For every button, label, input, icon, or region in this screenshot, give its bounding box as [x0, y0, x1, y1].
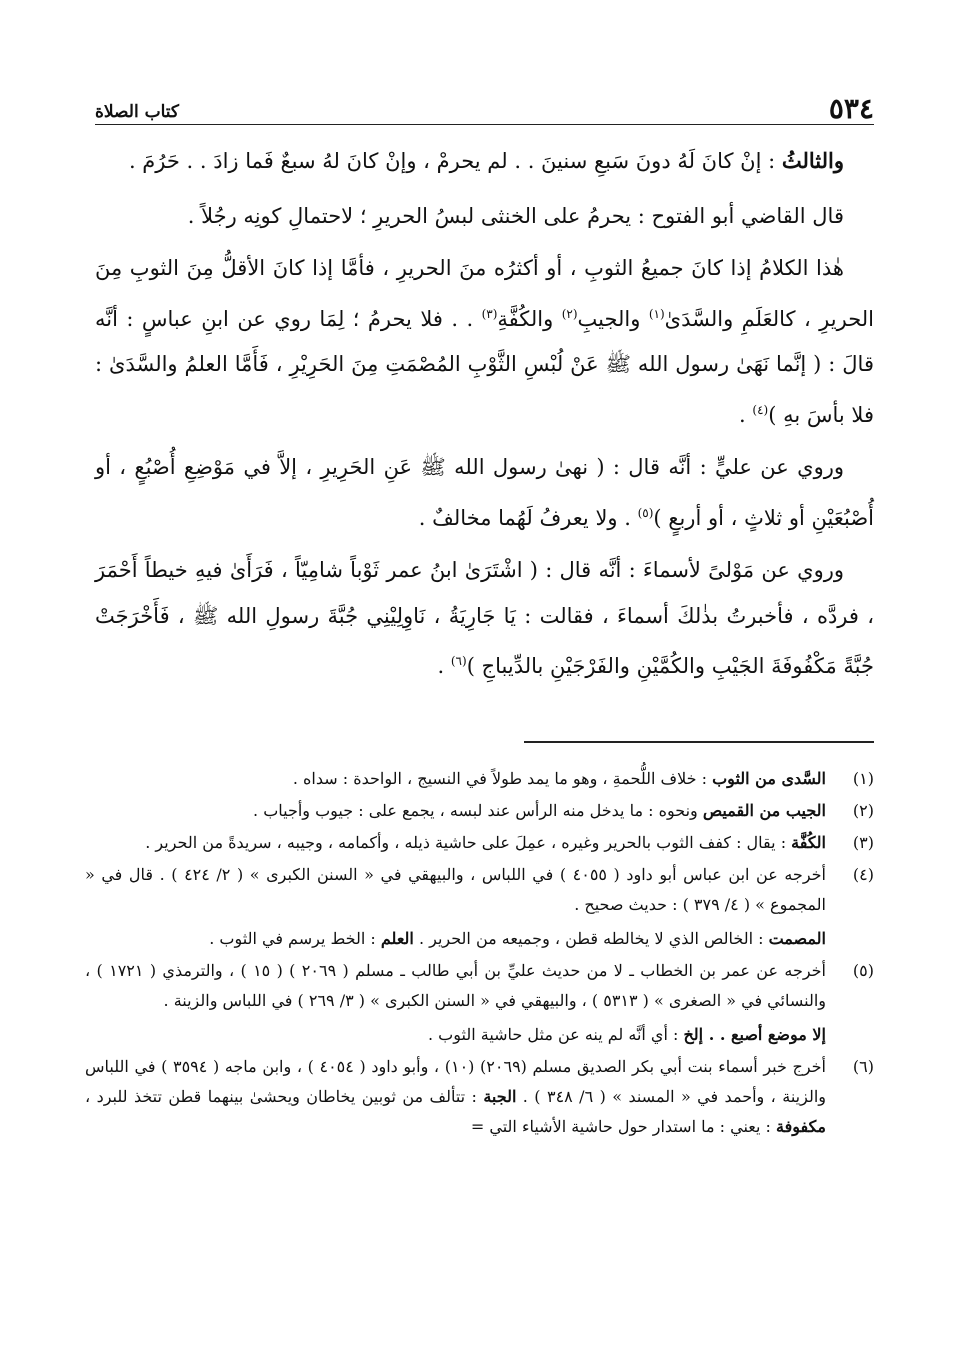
paragraph-3-text-c: والكُفَّةِ — [497, 306, 562, 331]
footnote-3-text — [85, 828, 826, 858]
footnote-6-body-b: : تتألف من ثوبين يخاطان ويحشىٰ بينهما قطن تتخذ للبرد ، — [85, 1087, 484, 1106]
paragraph-3 — [95, 246, 874, 438]
footnote-5-text — [85, 956, 826, 1050]
footnote-6-lead-2: مكفوفة — [776, 1117, 826, 1136]
paragraph-2 — [95, 194, 874, 240]
footnote-5-number: (٥) — [852, 961, 874, 980]
footnote-3-body: : يقال : كفف الثوب بالحرير وغيره ، عمِلَ على حاشية ذيله ، وأكمامه ، وجيبه ، سريدةً من الحرير . — [145, 833, 792, 852]
paragraph-5-text-b: . — [437, 654, 451, 678]
footnote-3 — [85, 828, 874, 858]
footnote-4 — [85, 860, 874, 954]
footnote-ref-6[interactable]: (٦) — [450, 654, 467, 668]
footnote-5-gloss-lead: إلا موضع أصبع . . إلخ — [683, 1025, 826, 1044]
footnote-ref-1[interactable]: (١) — [648, 306, 665, 321]
footnote-ref-3[interactable]: (٣) — [481, 306, 498, 321]
paragraph-4-text-a: وروي عن عليٍّ : أنَّه قال : ( نهىٰ رسول الله ﷺ عَنِ الحَرِيرِ ، إلاَّ في مَوْضِعِ أُصْبُعٍ ، أو أُصْبُعَيْنِ أو ثلاثٍ ، أو أربعٍ ) — [95, 455, 874, 530]
footnote-3-number: (٣) — [852, 833, 874, 852]
header-rule — [95, 124, 874, 125]
footnote-3-lead: الكُفَّة — [791, 833, 826, 852]
footnote-4-body: أخرجه عن ابن عباس أبو داود ( ٤٠٥٥ ) في اللباس ، والبيهقي في « السنن الكبرى » ( ٢/ ٤٢٤ ) . قال في « المجموع » ( ٤/ ٣٧٩ ) : حديث صحيح . — [85, 865, 826, 914]
footnote-4-gloss-lead-2: العلم — [380, 929, 414, 948]
chapter-title: كتاب الصلاة — [95, 102, 180, 122]
paragraph-4-text-b: . ولا يعرفُ لَهُما مخالفٌ . — [418, 505, 638, 530]
paragraph-1-text: : إنْ كانَ لَهُ دونَ سَبعِ سنينَ . . لم يحرمْ ، وإنْ كانَ لهُ سبعٌ فَما زادَ . . حَرُمَ . — [128, 149, 782, 173]
paragraph-5-text-a: وروي عن مَوْلىً لأسماءَ : أنَّه قال : ( اشْتَرَىٰ ابنُ عمر ثَوْباً شامِيّاً ، فَرَأَىٰ فيهِ خيطاً أَحْمَرَ ، فردَّه ، فأخبرتُ بذٰلكَ أسماءَ ، فقالت : يَا جَارِيَةُ ، نَاوِلِيْنِي جُبَّةَ رسولِ الله ﷺ ، فَأَخْرَجَتْ جُبَّةً مَكْفُوفَةَ الجَيْبِ والكُمَّيْنِ والفَرْجَيْنِ بالدِّيباجِ ) — [95, 558, 875, 678]
paragraph-4 — [95, 445, 874, 541]
footnote-5 — [85, 956, 874, 1050]
paragraph-2-text: قال القاضي أبو الفتوح : يحرمُ على الخنثى لبسُ الحريرِ ؛ لاحتمالِ كونِه رجُلاً . — [187, 203, 844, 228]
footnote-6-number: (٦) — [852, 1057, 874, 1076]
page-number: ٥٣٤ — [828, 92, 874, 125]
footnote-ref-5[interactable]: (٥) — [637, 505, 654, 520]
footnote-6-lead-1: الجبة — [483, 1087, 517, 1106]
footnote-6 — [85, 1052, 874, 1142]
footnote-5-gloss-text: : أي أنَّه لم ينه عن مثل حاشية الثوب . — [428, 1025, 684, 1044]
footnote-4-text — [85, 860, 826, 954]
footnote-4-gloss-lead-1: المصمت — [768, 929, 826, 948]
footnote-4-number: (٤) — [852, 865, 874, 884]
footnote-4-gloss — [85, 920, 826, 954]
footnote-2-lead: الجيب من القميص — [702, 801, 826, 820]
footnote-4-gloss-text-1: : الخالص الذي لا يخالطه قطن ، وجميعه من الحرير . — [413, 929, 769, 948]
footnote-4-gloss-text-2: : الخط يرسم في الثوب . — [209, 929, 381, 948]
footnote-2-body: ونحوه : ما يدخل منه الرأس عند لبسه ، يجمع على : جيوب وأجياب . — [253, 801, 703, 820]
paragraph-3-text-b: والجيبِ — [577, 306, 649, 331]
paragraph-3-text-a: هٰذا الكلامُ إذا كانَ جميعُ الثوبِ ، أو أكثرُه منَ الحريرِ ، فأمَّا إذا كانَ الأقلُّ مِنَ الثوبِ مِنَ الحريرِ ، كالعَلَمِ والسَّدَىٰ — [95, 256, 874, 331]
footnotes — [85, 764, 874, 1144]
footnote-1-lead: السَّدى من الثوب — [712, 769, 826, 788]
footnote-ref-2[interactable]: (٢) — [561, 306, 578, 321]
footnote-1 — [85, 764, 874, 794]
paragraph-3-text-d: . . فلا يحرمُ ؛ لِمَا روي عن ابنِ عباسٍ : أنَّه قالَ : ( إنَّما نَهَىٰ رسول الله ﷺ عَنْ لُبْسِ الثَّوْبِ المُصْمَتِ مِنَ الحَرِيْرِ ، فَأَمَّا العلمُ والسَّدَىٰ : فلا بأسَ بهِ ) — [95, 306, 874, 427]
footnote-ref-4[interactable]: (٤) — [752, 402, 769, 417]
footnote-6-text — [85, 1052, 826, 1142]
page-header — [95, 84, 874, 124]
footnote-2-text — [85, 796, 826, 826]
footnote-2 — [85, 796, 874, 826]
footnote-5-gloss — [85, 1016, 826, 1050]
footnote-1-body: : خلاف اللُّحمةِ ، وهو ما يمد طولاً في النسيج ، الواحدة : سداه . — [292, 769, 713, 788]
footnote-1-number: (١) — [852, 769, 874, 788]
footnote-2-number: (٢) — [852, 801, 874, 820]
footnote-separator — [524, 741, 874, 743]
footnote-6-body-c: : يعني : ما استدار حول حاشية الأشياء التي = — [470, 1117, 776, 1136]
footnote-5-body: أخرجه عن عمر بن الخطاب ـ لا من حديث عليِّ بن أبي طالب ـ مسلم ( ٢٠٦٩ ) ( ١٥ ) ، والترمذي ( ١٧٢١ ) ، والنسائي في « الصغرى » ( ٥٣١٣ ) ، والبيهقي في « السنن الكبرى » ( ٣/ ٢٦٩ ) في اللباس والزينة . — [85, 961, 826, 1010]
footnote-6-body-a: أخرج خبر أسماء بنت أبي بكر الصديق مسلم (٢٠٦٩) (١٠) ، وأبو داود ( ٤٠٥٤ ) ، وابن ماجه ( ٣٥٩٤ ) في اللباس والزينة ، وأحمد في « المسند » ( ٦/ ٣٤٨ ) . — [85, 1057, 826, 1106]
paragraph-1 — [95, 138, 874, 185]
paragraph-3-text-e: . — [739, 402, 753, 427]
main-text — [95, 138, 874, 697]
paragraph-1-lead: والثالثُ — [781, 148, 844, 173]
footnote-1-text — [85, 764, 826, 794]
paragraph-5 — [95, 548, 874, 690]
